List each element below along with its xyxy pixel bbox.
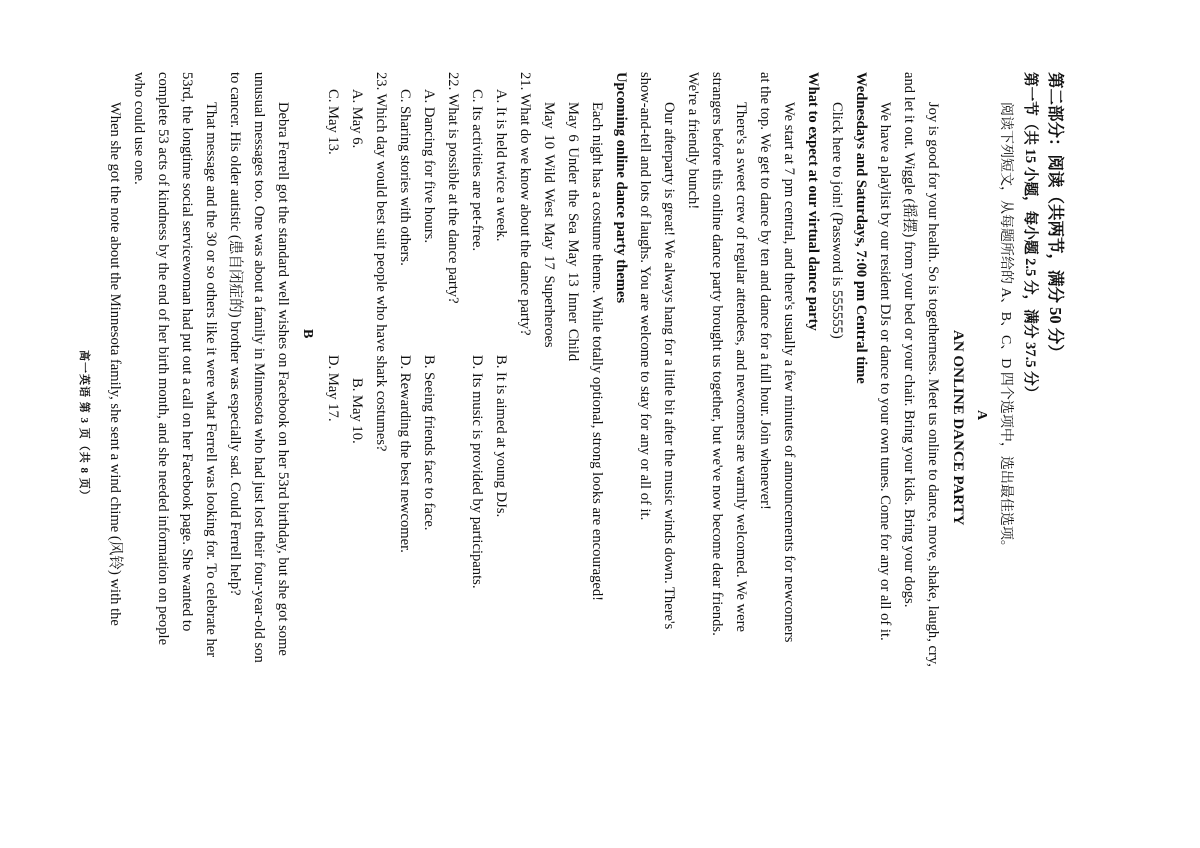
passage-b-p3-line1: When she got the note about the Minnesota family, she sent a wind chime (风铃) with the bbox=[107, 102, 123, 626]
passage-a-p1-line2: and let it out. Wiggle (摇摆) from your bed or your chair. Bring your kids. Bring your dogs. bbox=[901, 72, 917, 608]
passage-a-p4-line2: strangers before this online dance party brought us together, but we've now become dear friends. bbox=[709, 72, 725, 636]
passage-b-letter: B bbox=[300, 329, 315, 339]
question-21: 21. What do we know about the dance party? bbox=[517, 72, 533, 336]
q23-option-d: D. May 17. bbox=[325, 355, 341, 422]
passage-a-p6: Each night has a costume theme. While totally optional, strong looks are encouraged! bbox=[589, 102, 605, 602]
passage-b-p2-line3: complete 53 acts of kindness by the end of her birth month, and she needed information on people bbox=[155, 72, 171, 646]
question-22: 22. What is possible at the dance party? bbox=[445, 72, 461, 304]
schedule-heading: Wednesdays and Saturdays, 7:00 pm Central time bbox=[853, 72, 869, 384]
passage-b-p1-line3: to cancer. His older autistic (患自闭症的) brother was especially sad. Could Ferrell help? bbox=[227, 72, 243, 596]
passage-a-title: AN ONLINE DANCE PARTY bbox=[950, 330, 966, 526]
passage-a-p1-line1: Joy is good for your health. So is togetherness. Meet us online to dance, move, shake, laugh, cry, bbox=[925, 102, 941, 667]
expect-heading: What to expect at our virtual dance party bbox=[805, 72, 821, 331]
instructions: 阅读下列短文，从每题所给的 A、B、C、D 四个选项中，选出最佳选项。 bbox=[998, 102, 1013, 554]
passage-b-p2-line1: That message and the 30 or so others like it were what Ferrell was looking for. To celebrate her bbox=[203, 102, 219, 658]
passage-a-p4-line1: There's a sweet crew of regular attendees, and newcomers are warmly welcomed. We were bbox=[733, 102, 749, 632]
passage-b-p1-line2: unusual messages too. One was about a family in Minnesota who had just lost their four-year-old son bbox=[251, 72, 267, 663]
passage-b-p2-line4: who could use one. bbox=[131, 72, 147, 185]
passage-a-p3-line2: at the top. We get to dance by ten and dance for a full hour. Join whenever! bbox=[757, 72, 773, 510]
q21-option-d: D. Its music is provided by participants. bbox=[469, 355, 485, 589]
passage-a-p3-line1: We start at 7 pm central, and there's usually a few minutes of announcements for newcomers bbox=[781, 102, 797, 643]
passage-b-p2-line2: 53rd, the longtime social servicewoman had put out a call on her Facebook page. She wanted to bbox=[179, 72, 195, 632]
passage-a-p5-line1: Our afterparty is great! We always hang for a little bit after the music winds down. There's bbox=[661, 102, 677, 630]
q22-option-b: B. Seeing friends face to face. bbox=[421, 355, 437, 531]
themes-heading: Upcoming online dance party themes bbox=[613, 72, 629, 304]
q22-option-c: C. Sharing stories with others. bbox=[397, 89, 413, 266]
passage-a-p4-line3: We're a friendly bunch! bbox=[685, 72, 701, 210]
passage-a-letter: A bbox=[974, 410, 989, 421]
question-23: 23. Which day would best suit people who have shark costumes? bbox=[373, 72, 389, 452]
q21-option-b: B. It is aimed at young DJs. bbox=[493, 355, 509, 518]
q23-option-b: B. May 10. bbox=[349, 378, 365, 444]
q23-option-a: A. May 6. bbox=[349, 89, 365, 149]
themes-line2: May 10 Wild West May 17 Superheroes bbox=[541, 102, 557, 348]
q22-option-a: A. Dancing for five hours. bbox=[421, 89, 437, 244]
passage-a-p5-line2: show-and-tell and lots of laughs. You are welcome to stay for any or all of it. bbox=[637, 72, 653, 521]
passage-b-p1-line1: Debra Ferrell got the standard well wishes on Facebook on her 53rd birthday, but she got some bbox=[275, 102, 291, 656]
page-footer: 高一英语 第 3 页（共 8 页） bbox=[78, 350, 90, 502]
q21-option-c: C. Its activities are pet-free. bbox=[469, 89, 485, 252]
part-title: 第二部分：阅读（共两节，满分 50 分） bbox=[1046, 72, 1065, 361]
passage-a-p2: We have a playlist by our resident DJs or dance to your own tunes. Come for any or all of it. bbox=[877, 102, 893, 641]
q23-option-c: C. May 13. bbox=[325, 89, 341, 155]
q22-option-d: D. Rewarding the best newcomer. bbox=[397, 355, 413, 553]
section-title: 第一节（共 15 小题，每小题 2.5 分，满分 37.5 分） bbox=[1022, 72, 1038, 401]
themes-line1: May 6 Under the Sea May 13 Inner Child bbox=[565, 102, 581, 362]
q21-option-a: A. It is held twice a week. bbox=[493, 89, 509, 242]
join-link[interactable]: Click here to join! (Password is 555555) bbox=[829, 102, 845, 339]
